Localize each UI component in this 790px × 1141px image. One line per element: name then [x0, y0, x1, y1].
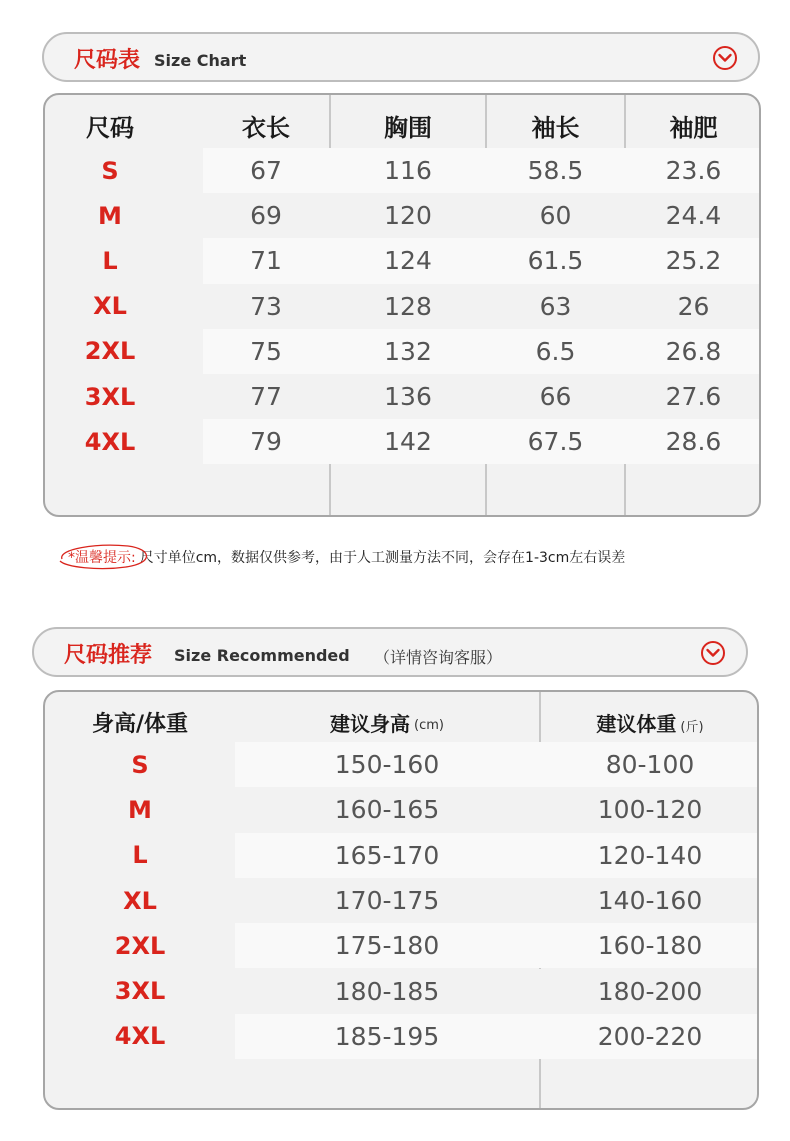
tip-text: 尺寸单位cm，数据仅供参考，由于人工测量方法不同，会存在1-3cm左右误差	[139, 550, 626, 566]
measurement-value: 142	[384, 427, 432, 457]
tip-label: *温馨提示:	[60, 547, 140, 567]
measurement-value: 124	[384, 246, 432, 276]
height-range: 185-195	[334, 1021, 440, 1051]
measurement-value: 67	[250, 156, 282, 186]
weight-range: 80-100	[605, 750, 695, 780]
size-recommended-banner	[32, 627, 748, 677]
size-chart-title: 尺码表	[74, 48, 141, 73]
measurement-value: 60	[539, 201, 572, 231]
chevron-down-circle-icon[interactable]	[700, 640, 726, 666]
measurement-value: 120	[384, 201, 432, 231]
size-label: 4XL	[114, 1022, 166, 1051]
header-suggested-weight: 建议体重 (斤)	[596, 711, 704, 736]
size-label: M	[128, 795, 152, 824]
measurement-tip	[60, 544, 625, 570]
header-size: 尺码	[86, 113, 134, 142]
weight-range: 160-180	[597, 931, 703, 961]
size-label: XL	[123, 886, 157, 915]
chevron-down-circle-icon[interactable]	[712, 45, 738, 71]
height-range: 175-180	[334, 931, 440, 961]
measurement-value: 71	[250, 246, 282, 276]
measurement-value: 69	[250, 201, 282, 231]
measurement-value: 63	[539, 291, 572, 321]
measurement-value: 24.4	[665, 201, 722, 231]
height-range: 170-175	[334, 886, 440, 916]
size-label: S	[131, 750, 149, 779]
size-label: L	[132, 841, 148, 870]
size-label: 4XL	[84, 427, 136, 456]
measurement-value: 79	[250, 427, 282, 457]
size-label: 3XL	[84, 382, 136, 411]
header-sleeve-width: 袖肥	[669, 113, 718, 142]
size-chart-table	[43, 93, 761, 517]
measurement-value: 73	[250, 291, 282, 321]
size-label: L	[102, 246, 118, 275]
measurement-value: 132	[384, 336, 432, 366]
size-chart-subtitle: Size Chart	[154, 51, 247, 70]
header-suggested-height: 建议身高 (cm)	[330, 711, 444, 736]
measurement-value: 75	[250, 336, 282, 366]
size-label: S	[101, 156, 119, 185]
measurement-value: 128	[384, 291, 432, 321]
measurement-value: 27.6	[665, 382, 722, 412]
size-label: XL	[93, 292, 127, 321]
measurement-value: 26.8	[665, 336, 722, 366]
measurement-value: 116	[384, 156, 432, 186]
weight-range: 180-200	[597, 976, 703, 1006]
size-chart-banner	[42, 32, 760, 82]
size-recommended-table	[43, 690, 759, 1110]
size-label: 2XL	[114, 931, 166, 960]
measurement-value: 58.5	[527, 156, 584, 186]
measurement-value: 77	[250, 382, 282, 412]
size-recommended-note: （详情咨询客服）	[374, 648, 503, 667]
measurement-value: 25.2	[665, 246, 722, 276]
handdrawn-oval-icon	[56, 541, 156, 571]
height-range: 160-165	[334, 795, 440, 825]
measurement-value: 136	[384, 382, 432, 412]
weight-range: 120-140	[597, 840, 703, 870]
measurement-value: 61.5	[527, 246, 584, 276]
header-chest: 胸围	[384, 113, 432, 142]
measurement-value: 6.5	[535, 336, 576, 366]
size-recommended-title: 尺码推荐	[64, 643, 153, 668]
size-label: M	[98, 201, 122, 230]
header-sleeve-length: 袖长	[531, 113, 580, 142]
size-label: 3XL	[114, 977, 166, 1006]
size-label: 2XL	[84, 337, 136, 366]
measurement-value: 26	[677, 291, 710, 321]
height-range: 180-185	[334, 976, 440, 1006]
weight-range: 100-120	[597, 795, 703, 825]
height-range: 165-170	[334, 840, 440, 870]
weight-range: 200-220	[597, 1021, 703, 1051]
size-recommended-subtitle: Size Recommended	[174, 646, 350, 665]
header-length: 衣长	[242, 113, 290, 142]
weight-range: 140-160	[597, 886, 703, 916]
measurement-value: 67.5	[527, 427, 584, 457]
measurement-value: 28.6	[665, 427, 722, 457]
measurement-value: 23.6	[665, 156, 722, 186]
height-range: 150-160	[334, 750, 440, 780]
measurement-value: 66	[539, 382, 572, 412]
header-height-weight: 身高/体重	[91, 711, 189, 737]
